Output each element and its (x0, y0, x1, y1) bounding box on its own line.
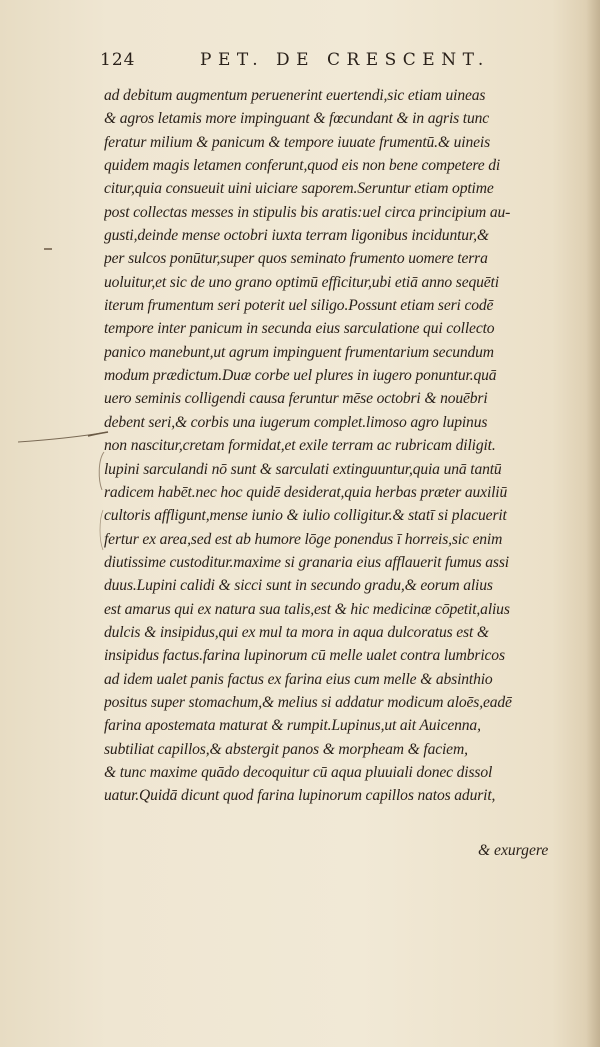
text-line: modum prædictum.Duæ corbe uel plures in iugero ponuntur.quā (104, 367, 497, 385)
margin-ink-mark (44, 248, 52, 250)
text-line: ad debitum augmentum peruenerint euertendi,sic etiam uineas (104, 87, 486, 104)
text-line: per sulcos ponūtur,super quos seminato frumento uomere terra (104, 250, 488, 268)
text-line: cultoris affligunt,mense iunio & iulio colligitur.& statī si placuerit (104, 507, 507, 525)
body-text (104, 84, 566, 808)
text-line: uatur.Quidā dicunt quod farina lupinorum capillos natos adurit, (104, 787, 496, 805)
text-line: ad idem ualet panis factus ex farina eius cum melle & absinthio (104, 670, 493, 688)
text-line: dulcis & insipidus,qui ex mul ta mora in aqua dulcoratus est & (104, 623, 489, 641)
page-edge-shadow (586, 0, 600, 1047)
text-line: subtiliat capillos,& abstergit panos & morpheam & faciem, (104, 740, 468, 758)
text-line: post collectas messes in stipulis bis aratis:uel circa principium au- (104, 203, 511, 221)
text-line: est amarus qui ex natura sua talis,est & hic medicinæ cōpetit,alius (104, 600, 510, 618)
text-line: lupini sarculandi nō sunt & sarculati extinguuntur,quia unā tantū (104, 460, 502, 478)
text-line: feratur milium & panicum & tempore iuuate frumentū.& uineis (104, 133, 491, 151)
marginal-pointer-stroke (18, 428, 110, 446)
text-line: & agros letamis more impinguant & fœcundant & in agris tunc (104, 110, 490, 128)
page-header (100, 50, 540, 80)
text-line: iterum frumentum seri poterit uel siligo.Possunt etiam seri codē (104, 297, 494, 315)
text-line: uoluitur,et sic de uno grano optimū efficitur,ubi etiā anno sequēti (104, 273, 499, 291)
text-line: duus.Lupini calidi & sicci sunt in secundo gradu,& eorum alius (104, 577, 493, 595)
text-line: non nascitur,cretam formidat,et exile terram ac rubricam diligit. (104, 437, 496, 455)
text-line: positus super stomachum,& melius si addatur modicum aloēs,eadē (104, 693, 512, 711)
catchword: & exurgere (478, 842, 549, 859)
text-line: debent seri,& corbis una iugerum complet.limoso agro lupinus (104, 413, 488, 431)
text-line: farina apostemata maturat & rumpit.Lupinus,ut ait Auicenna, (104, 717, 481, 735)
text-line: panico manebunt,ut agrum impinguent frumentarium secundum (104, 343, 494, 361)
text-line: insipidus factus.farina lupinorum cū melle ualet contra lumbricos (104, 647, 505, 665)
text-line: uero seminis colligendi causa feruntur mēse octobri & nouēbri (104, 390, 488, 408)
running-head: PET. DE CRESCENT. (200, 50, 490, 70)
text-line: citur,quia consueuit uini uiciare saporem.Seruntur etiam optime (104, 180, 494, 198)
text-line: gusti,deinde mense octobri iuxta terram ligonibus inciduntur,& (104, 227, 489, 245)
text-line: tempore inter panicum in secunda eius sarculatione qui collecto (104, 320, 495, 338)
page-number: 124 (100, 50, 136, 70)
text-line: & tunc maxime quādo decoquitur cū aqua pluuiali donec dissol (104, 763, 493, 781)
text-line: radicem habēt.nec hoc quidē desiderat,quia herbas præter auxiliū (104, 483, 508, 501)
text-line: quidem magis letamen conferunt,quod eis non bene competere di (104, 157, 501, 175)
text-line: fertur ex area,sed est ab humore lōge ponendus ī horreis,sic enim (104, 530, 503, 548)
text-line: diutissime custoditur.maxime si granaria eius afflauerit fumus assi (104, 553, 509, 571)
